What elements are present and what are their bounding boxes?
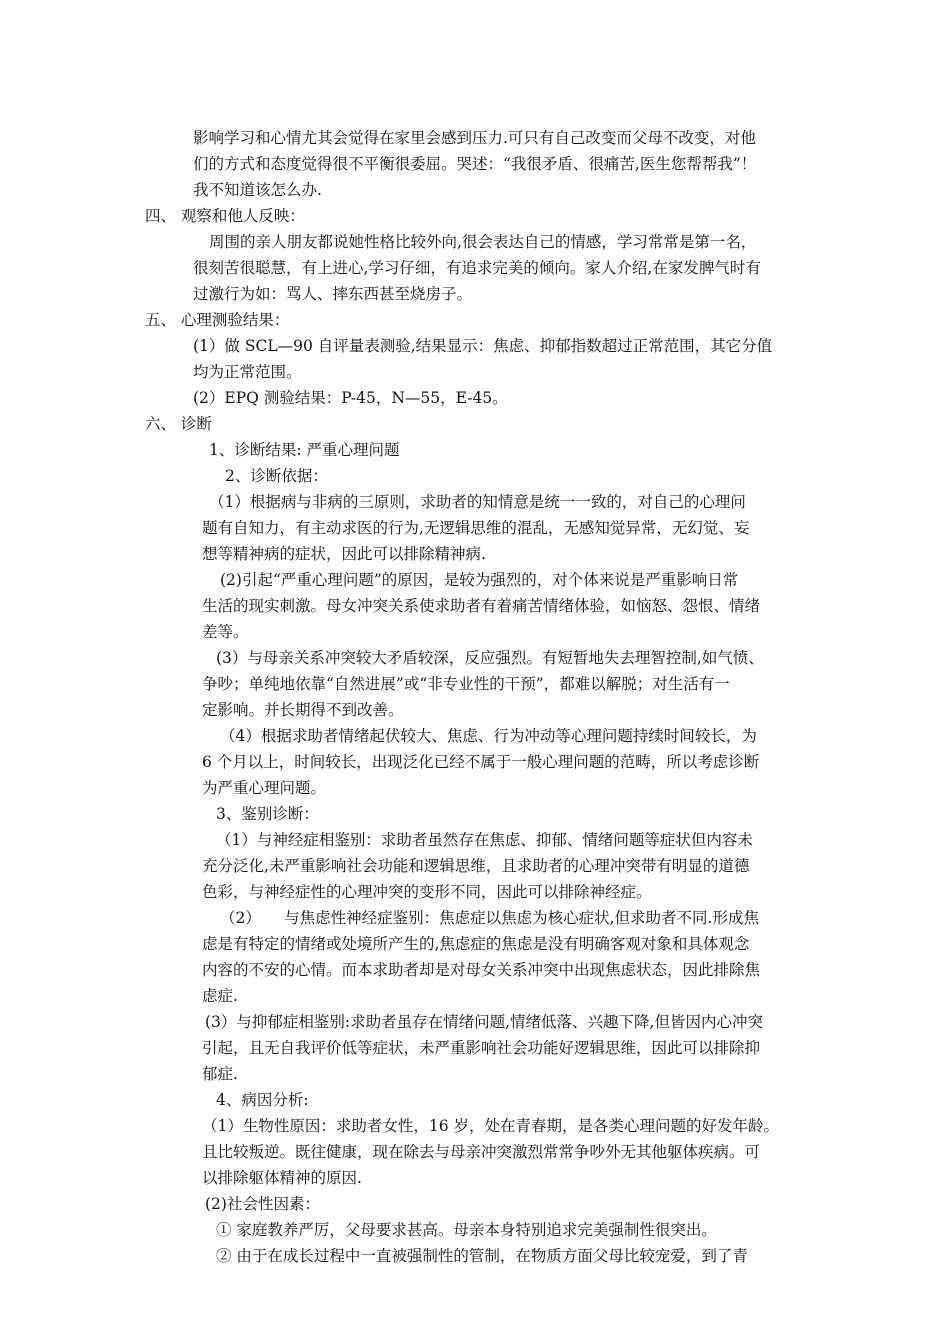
subheading: 1、诊断结果: 严重心理问题 <box>209 441 400 459</box>
text-line: 题有自知力，有主动求医的行为,无逻辑思维的混乱，无感知觉异常，无幻觉、妄 <box>202 519 750 537</box>
subheading: 2、诊断依据： <box>225 467 328 485</box>
text-line: 周围的亲人朋友都说她性格比较外向,很会表达自己的情感，学习常常是第一名， <box>209 233 757 251</box>
text-line: 我不知道该怎么办. <box>193 181 322 199</box>
text-line: （1）根据病与非病的三原则，求助者的知情意是统一一致的，对自己的心理问 <box>209 493 746 511</box>
text-line: 6 个月以上，时间较长，出现泛化已经不属于一般心理问题的范畴，所以考虑诊断 <box>202 753 760 771</box>
text-line: (1）做 SCL—90 自评量表测验,结果显示：焦虑、抑郁指数超过正常范围，其它分值 <box>193 337 773 355</box>
text-line: 虑症. <box>202 987 238 1005</box>
text-line: 虑是有特定的情绪或处境所产生的,焦虑症的焦虑是没有明确客观对象和具体观念 <box>202 935 750 953</box>
text-line: 充分泛化,未严重影响社会功能和逻辑思维，且求助者的心理冲突带有明显的道德 <box>202 857 750 875</box>
text-line: 为严重心理问题。 <box>202 779 327 797</box>
subheading: 4、病因分析: <box>216 1091 309 1109</box>
text-line: 以排除躯体精神的原因. <box>202 1169 362 1187</box>
text-line: 郁症. <box>202 1065 238 1083</box>
text-line: 定影响。并长期得不到改善。 <box>202 701 404 719</box>
text-line: （4）根据求助者情绪起伏较大、焦虑、行为冲动等心理问题持续时间较长，为 <box>220 727 757 745</box>
text-line: （1）生物性原因：求助者女性，16 岁，处在青春期，是各类心理问题的好发年龄。 <box>202 1117 780 1135</box>
text-line: 们的方式和态度觉得很不平衡很委屈。哭述：“我很矛盾、很痛苦,医生您帮帮我”！ <box>193 155 757 173</box>
text-line: 色彩，与神经症性的心理冲突的变形不同，因此可以排除神经症。 <box>202 883 652 901</box>
text-line: 影响学习和心情尤其会觉得在家里会感到压力.可只有自己改变而父母不改变，对他 <box>193 129 756 147</box>
section-heading: 五、 心理测验结果： <box>145 311 290 329</box>
text-line: 生活的现实刺激。母女冲突关系使求助者有着痛苦情绪体验，如恼怒、怨恨、情绪 <box>202 597 761 615</box>
text-line: 很刻苦很聪慧，有上进心,学习仔细，有追求完美的倾向。家人介绍,在家发脾气时有 <box>193 259 761 277</box>
text-line: 差等。 <box>202 623 249 641</box>
text-line: 均为正常范围。 <box>193 363 302 381</box>
text-line: ② 由于在成长过程中一直被强制性的管制，在物质方面父母比较宠爱，到了青 <box>216 1247 748 1265</box>
text-line: （1）与神经症相鉴别：求助者虽然存在焦虑、抑郁、情绪问题等症状但内容未 <box>216 831 753 849</box>
text-line: (3）与抑郁症相鉴别:求助者虽存在情绪问题,情绪低落、兴趣下降,但皆因内心冲突 <box>205 1013 763 1031</box>
text-line: 争吵；单纯地依靠“自然进展”或“非专业性的干预”，都难以解脱；对生活有一 <box>202 675 730 693</box>
text-line: 内容的不安的心情。而本求助者却是对母女关系冲突中出现焦虑状态，因此排除焦 <box>202 961 761 979</box>
text-line: (2）EPQ 测验结果：P-45，N—55，E-45。 <box>193 389 508 407</box>
section-heading: 四、 观察和他人反映： <box>145 207 305 225</box>
section-heading: 六、 诊断 <box>145 415 212 433</box>
text-line: 引起，且无自我评价低等症状，未严重影响社会功能好逻辑思维，因此可以排除抑 <box>202 1039 761 1057</box>
subheading: 3、鉴别诊断： <box>216 805 319 823</box>
text-line: (2)引起“严重心理问题”的原因，是较为强烈的，对个体来说是严重影响日常 <box>220 571 739 589</box>
text-line: (2)社会性因素： <box>205 1195 320 1213</box>
text-line: 且比较叛逆。既往健康，现在除去与母亲冲突激烈常常争吵外无其他躯体疾病。可 <box>202 1143 761 1161</box>
text-line: 过激行为如：骂人、摔东西甚至烧房子。 <box>193 285 473 303</box>
text-line: ① 家庭教养严厉，父母要求甚高。母亲本身特别追求完美强制性很突出。 <box>216 1221 717 1239</box>
text-line: (3）与母亲关系冲突较大矛盾较深，反应强烈。有短暂地失去理智控制,如气愤、 <box>216 649 764 667</box>
text-line: 想等精神病的症状，因此可以排除精神病. <box>202 545 486 563</box>
text-line: （2） 与焦虑性神经症鉴别：焦虑症以焦虑为核心症状,但求助者不同.形成焦 <box>220 909 759 927</box>
